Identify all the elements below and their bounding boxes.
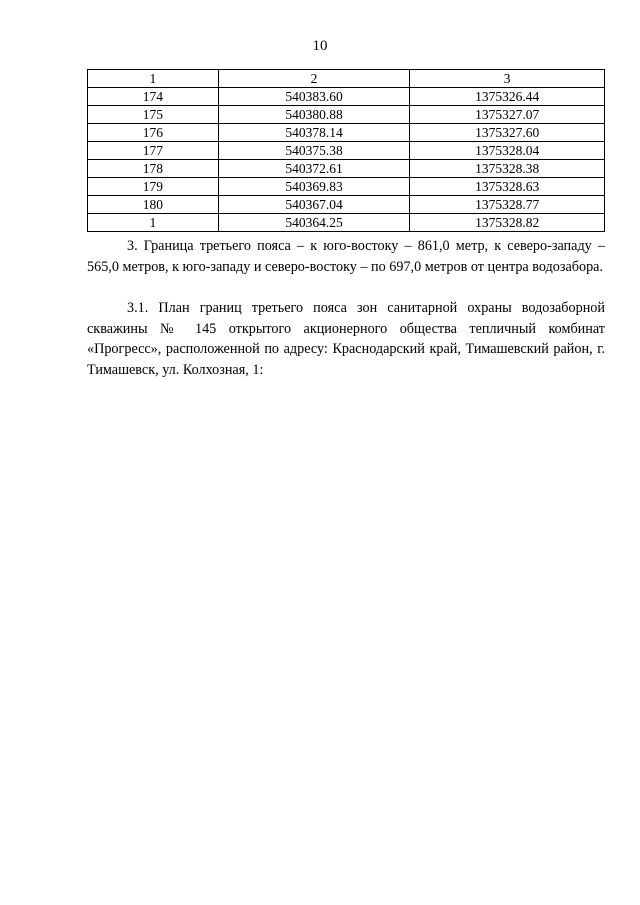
third-zone-plan-paragraph: 3.1. План границ третьего пояса зон санитарной охраны водозаборной скважины № 145 открытого акционерного общества тепличный комбинат «Прогресс», расположенной по адресу: Краснодарский край, Тимашевский район, г. Тимашевск, ул. Колхозная, 1: <box>87 300 605 378</box>
point-number-cell: 1 <box>88 214 219 232</box>
x-coordinate-cell: 540369.83 <box>218 178 410 196</box>
y-coordinate-cell: 1375327.07 <box>410 106 605 124</box>
point-number-cell: 175 <box>88 106 219 124</box>
x-coordinate-cell: 540372.61 <box>218 160 410 178</box>
y-coordinate-cell: 1375328.38 <box>410 160 605 178</box>
x-coordinate-cell: 540375.38 <box>218 142 410 160</box>
table-row <box>88 88 605 106</box>
y-coordinate-cell: 1375327.60 <box>410 124 605 142</box>
x-coordinate-cell: 540380.88 <box>218 106 410 124</box>
column-header: 1 <box>88 70 219 88</box>
table-header-row <box>88 70 605 88</box>
page-number: 10 <box>312 38 328 54</box>
table-row <box>88 160 605 178</box>
point-number-cell: 178 <box>88 160 219 178</box>
x-coordinate-cell: 540383.60 <box>218 88 410 106</box>
table-row <box>88 178 605 196</box>
y-coordinate-cell: 1375328.04 <box>410 142 605 160</box>
point-number-cell: 176 <box>88 124 219 142</box>
x-coordinate-cell: 540367.04 <box>218 196 410 214</box>
third-zone-boundary-paragraph: 3. Граница третьего пояса – к юго-востоку – 861,0 метр, к северо-западу – 565,0 метров, к юго-западу и северо-востоку – по 697,0 метров от центра водозабора. <box>87 238 605 275</box>
column-header: 2 <box>218 70 410 88</box>
y-coordinate-cell: 1375328.77 <box>410 196 605 214</box>
table-row <box>88 124 605 142</box>
y-coordinate-cell: 1375326.44 <box>410 88 605 106</box>
table-row <box>88 214 605 232</box>
table-row <box>88 106 605 124</box>
point-number-cell: 177 <box>88 142 219 160</box>
point-number-cell: 180 <box>88 196 219 214</box>
coordinates-table <box>87 69 605 232</box>
table-row <box>88 142 605 160</box>
y-coordinate-cell: 1375328.63 <box>410 178 605 196</box>
x-coordinate-cell: 540364.25 <box>218 214 410 232</box>
x-coordinate-cell: 540378.14 <box>218 124 410 142</box>
point-number-cell: 179 <box>88 178 219 196</box>
table-row <box>88 196 605 214</box>
column-header: 3 <box>410 70 605 88</box>
point-number-cell: 174 <box>88 88 219 106</box>
y-coordinate-cell: 1375328.82 <box>410 214 605 232</box>
